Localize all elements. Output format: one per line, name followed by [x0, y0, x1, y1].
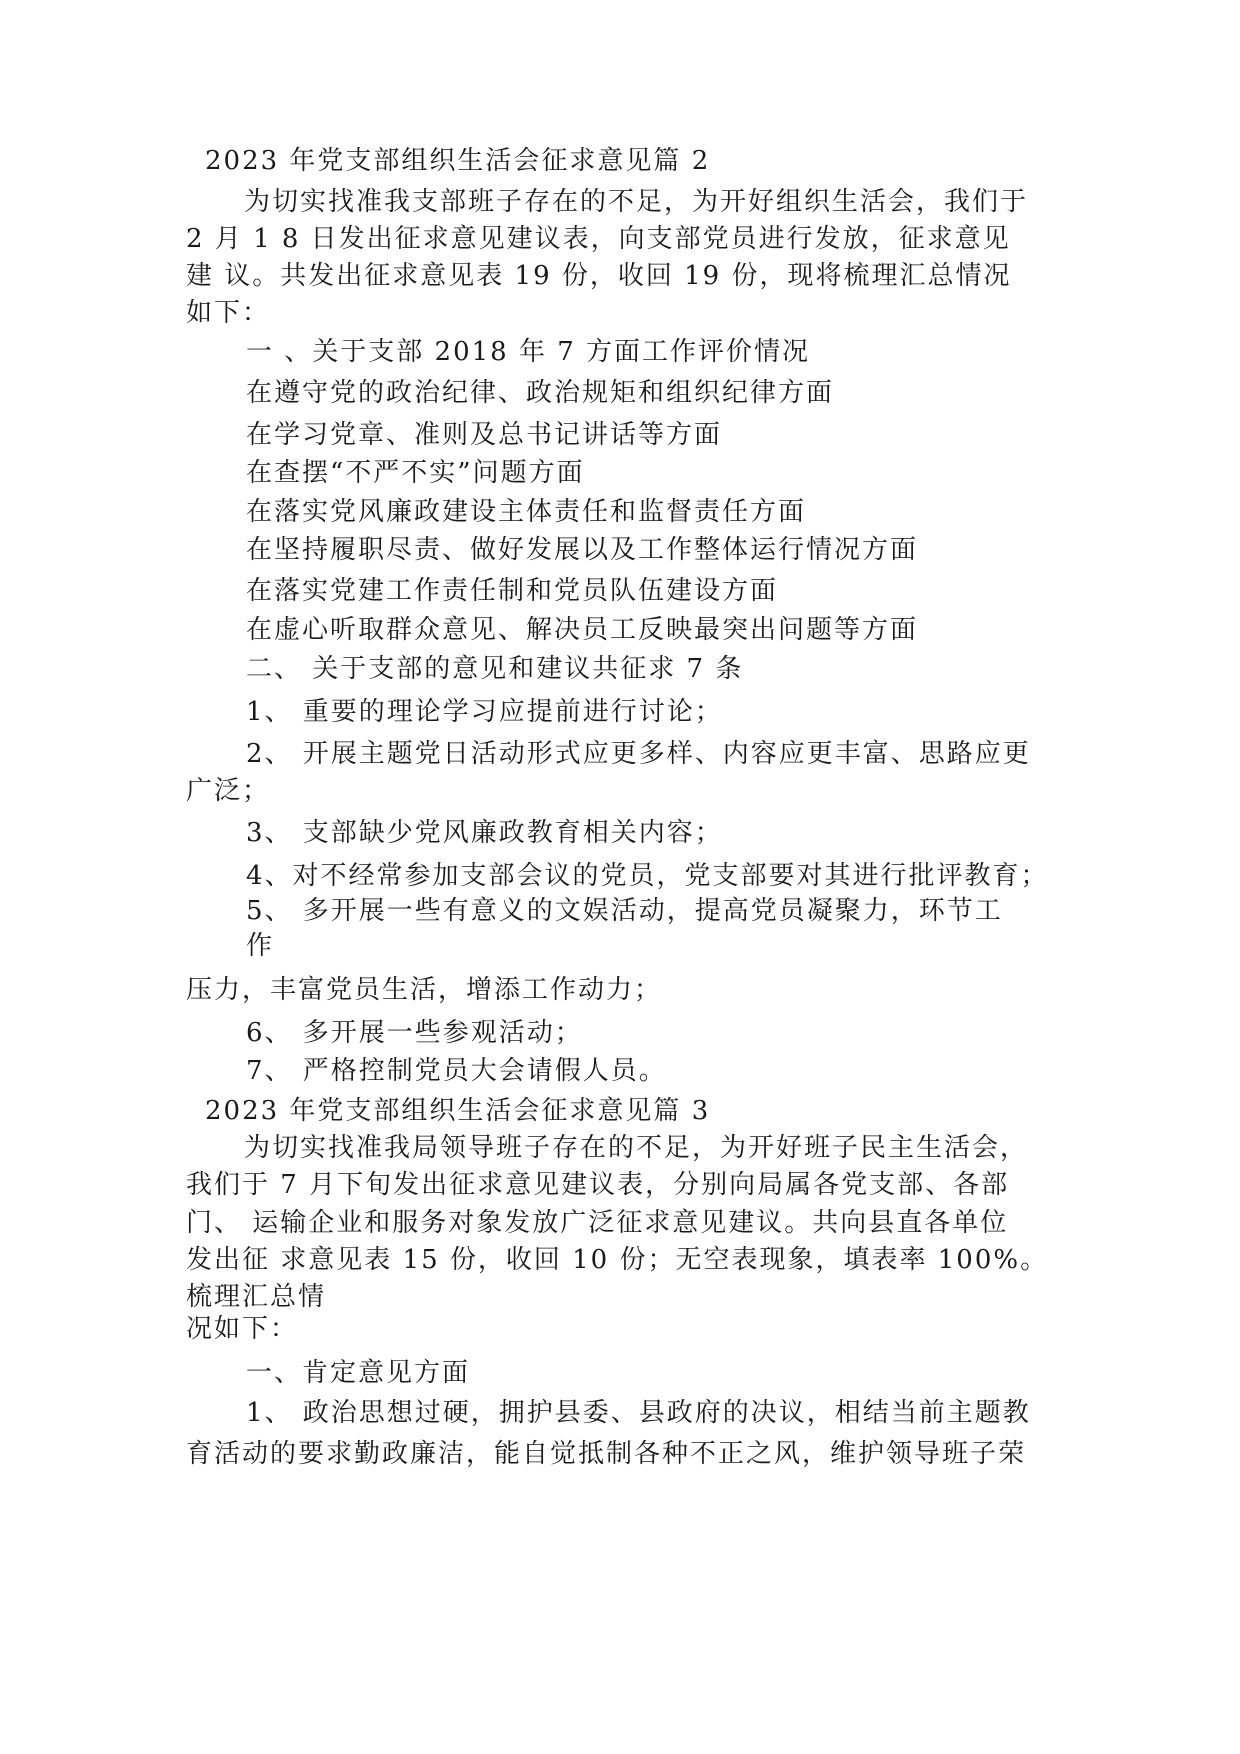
list-item: 3、 支部缺少党风廉政教育相关内容；: [246, 818, 723, 848]
section-heading: 二、 关于支部的意见和建议共征求 7 条: [246, 654, 744, 684]
paragraph-line: 况如下：: [186, 1314, 299, 1344]
list-item: 7、 严格控制党员大会请假人员。: [246, 1056, 667, 1086]
paragraph-line: 为切实找准我支部班子存在的不足，为开好组织生活会，我们于: [244, 187, 1029, 217]
section-heading: 一、肯定意见方面: [246, 1358, 471, 1388]
list-item: 在落实党风廉政建设主体责任和监督责任方面: [246, 497, 807, 527]
paragraph-line: 发出征 求意见表 15 份，收回 10 份；无空表现象，填表率 100%。: [186, 1245, 1049, 1275]
list-item-continuation: 作: [246, 931, 275, 961]
list-item: 在落实党建工作责任制和党员队伍建设方面: [246, 576, 779, 606]
list-item-continuation: 压力，丰富党员生活，增添工作动力；: [186, 975, 663, 1005]
list-item: 6、 多开展一些参观活动；: [246, 1018, 583, 1048]
list-item: 1、 重要的理论学习应提前进行讨论；: [246, 697, 723, 727]
paragraph-line: 如下：: [186, 298, 271, 328]
list-item: 在学习党章、准则及总书记讲话等方面: [246, 420, 723, 450]
list-item: 在虚心听取群众意见、解决员工反映最突出问题等方面: [246, 615, 919, 645]
list-item: 1、 政治思想过硬，拥护县委、县政府的决议，相结当前主题教: [246, 1398, 1031, 1428]
list-item: 在遵守党的政治纪律、政治规矩和组织纪律方面: [246, 378, 835, 408]
paragraph-line: 我们于 7 月下旬发出征求意见建议表，分别向局属各党支部、各部: [186, 1170, 1010, 1200]
list-item: 5、 多开展一些有意义的文娱活动，提高党员凝聚力，环节工: [246, 896, 1003, 926]
list-item: 2、 开展主题党日活动形式应更多样、内容应更丰富、思路应更: [246, 739, 1031, 769]
section-title-2: 2023 年党支部组织生活会征求意见篇 2: [205, 146, 711, 176]
paragraph-line: 建 议。共发出征求意见表 19 份，收回 19 份，现将梳理汇总情况: [186, 261, 1012, 291]
list-item-continuation: 育活动的要求勤政廉洁，能自觉抵制各种不正之风，维护领导班子荣: [186, 1439, 1027, 1469]
paragraph-line: 梳理汇总情: [186, 1282, 327, 1312]
paragraph-line: 2 月 1 8 日发出征求意见建议表，向支部党员进行发放，征求意见: [186, 224, 1011, 254]
section-title-3: 2023 年党支部组织生活会征求意见篇 3: [205, 1096, 711, 1126]
list-item: 在查摆“不严不实”问题方面: [246, 458, 585, 488]
paragraph-line: 为切实找准我局领导班子存在的不足，为开好班子民主生活会，: [244, 1133, 1029, 1163]
section-heading: 一 、关于支部 2018 年 7 方面工作评价情况: [246, 337, 811, 367]
list-item: 4、对不经常参加支部会议的党员，党支部要对其进行批评教育；: [246, 861, 1049, 891]
list-item: 在坚持履职尽责、做好发展以及工作整体运行情况方面: [246, 535, 919, 565]
paragraph-line: 门、 运输企业和服务对象发放广泛征求意见建议。共向县直各单位: [186, 1208, 1009, 1238]
list-item-continuation: 广泛；: [186, 776, 271, 806]
